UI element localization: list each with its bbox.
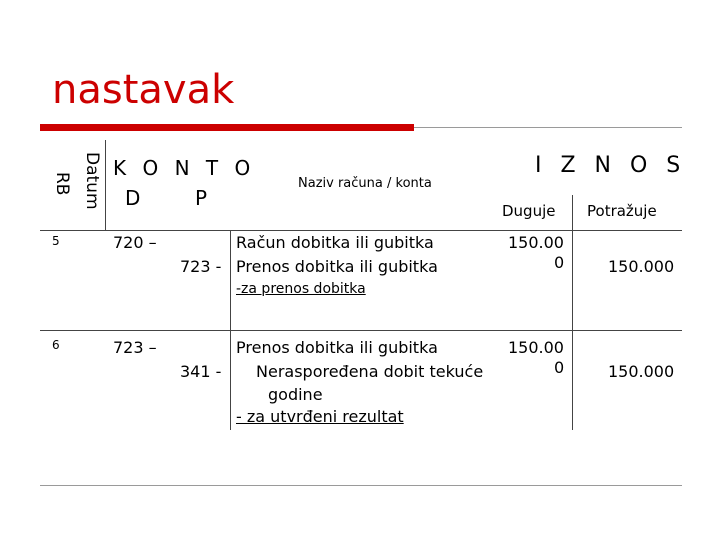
footer-divider-line [40, 485, 682, 486]
grid-line [105, 140, 106, 230]
grid-line [40, 230, 682, 231]
row-potrazuje: 150.000 [608, 362, 675, 381]
row-account-line: Neraspoređena dobit tekuće [256, 362, 484, 381]
row-duguje: 150.00 [508, 233, 564, 252]
row-konto-debit: 723 – [113, 338, 157, 357]
row-konto-credit: 341 - [180, 362, 222, 381]
header-rb: RB [52, 172, 72, 196]
row-konto-debit: 720 – [113, 233, 157, 252]
row-potrazuje: 150.000 [608, 257, 675, 276]
title-accent-bar [40, 124, 414, 131]
grid-line [40, 330, 682, 331]
header-credit-side: P [195, 186, 213, 210]
row-konto-credit: 723 - [180, 257, 222, 276]
row-duguje-cont: 0 [554, 358, 565, 377]
header-potrazuje: Potražuje [587, 202, 657, 220]
row-rb: 6 [52, 338, 60, 352]
row-account-note: -za prenos dobitka [236, 281, 366, 297]
row-account-line: Prenos dobitka ili gubitka [236, 338, 438, 357]
row-account-line: Račun dobitka ili gubitka [236, 233, 434, 252]
row-account-line: godine [268, 385, 323, 404]
row-account-line: Prenos dobitka ili gubitka [236, 257, 438, 276]
row-account-note: - za utvrđeni rezultat [236, 407, 404, 426]
header-datum: Datum [82, 152, 102, 210]
row-rb: 5 [52, 234, 60, 248]
row-duguje: 150.00 [508, 338, 564, 357]
slide-title: nastavak [52, 67, 235, 113]
header-amount: I Z N O S [535, 153, 687, 178]
header-duguje: Duguje [502, 202, 556, 220]
header-konto: K O N T O [113, 156, 256, 180]
header-account-name: Naziv računa / konta [298, 176, 432, 191]
row-duguje-cont: 0 [554, 253, 565, 272]
header-debit-side: D [125, 186, 146, 210]
